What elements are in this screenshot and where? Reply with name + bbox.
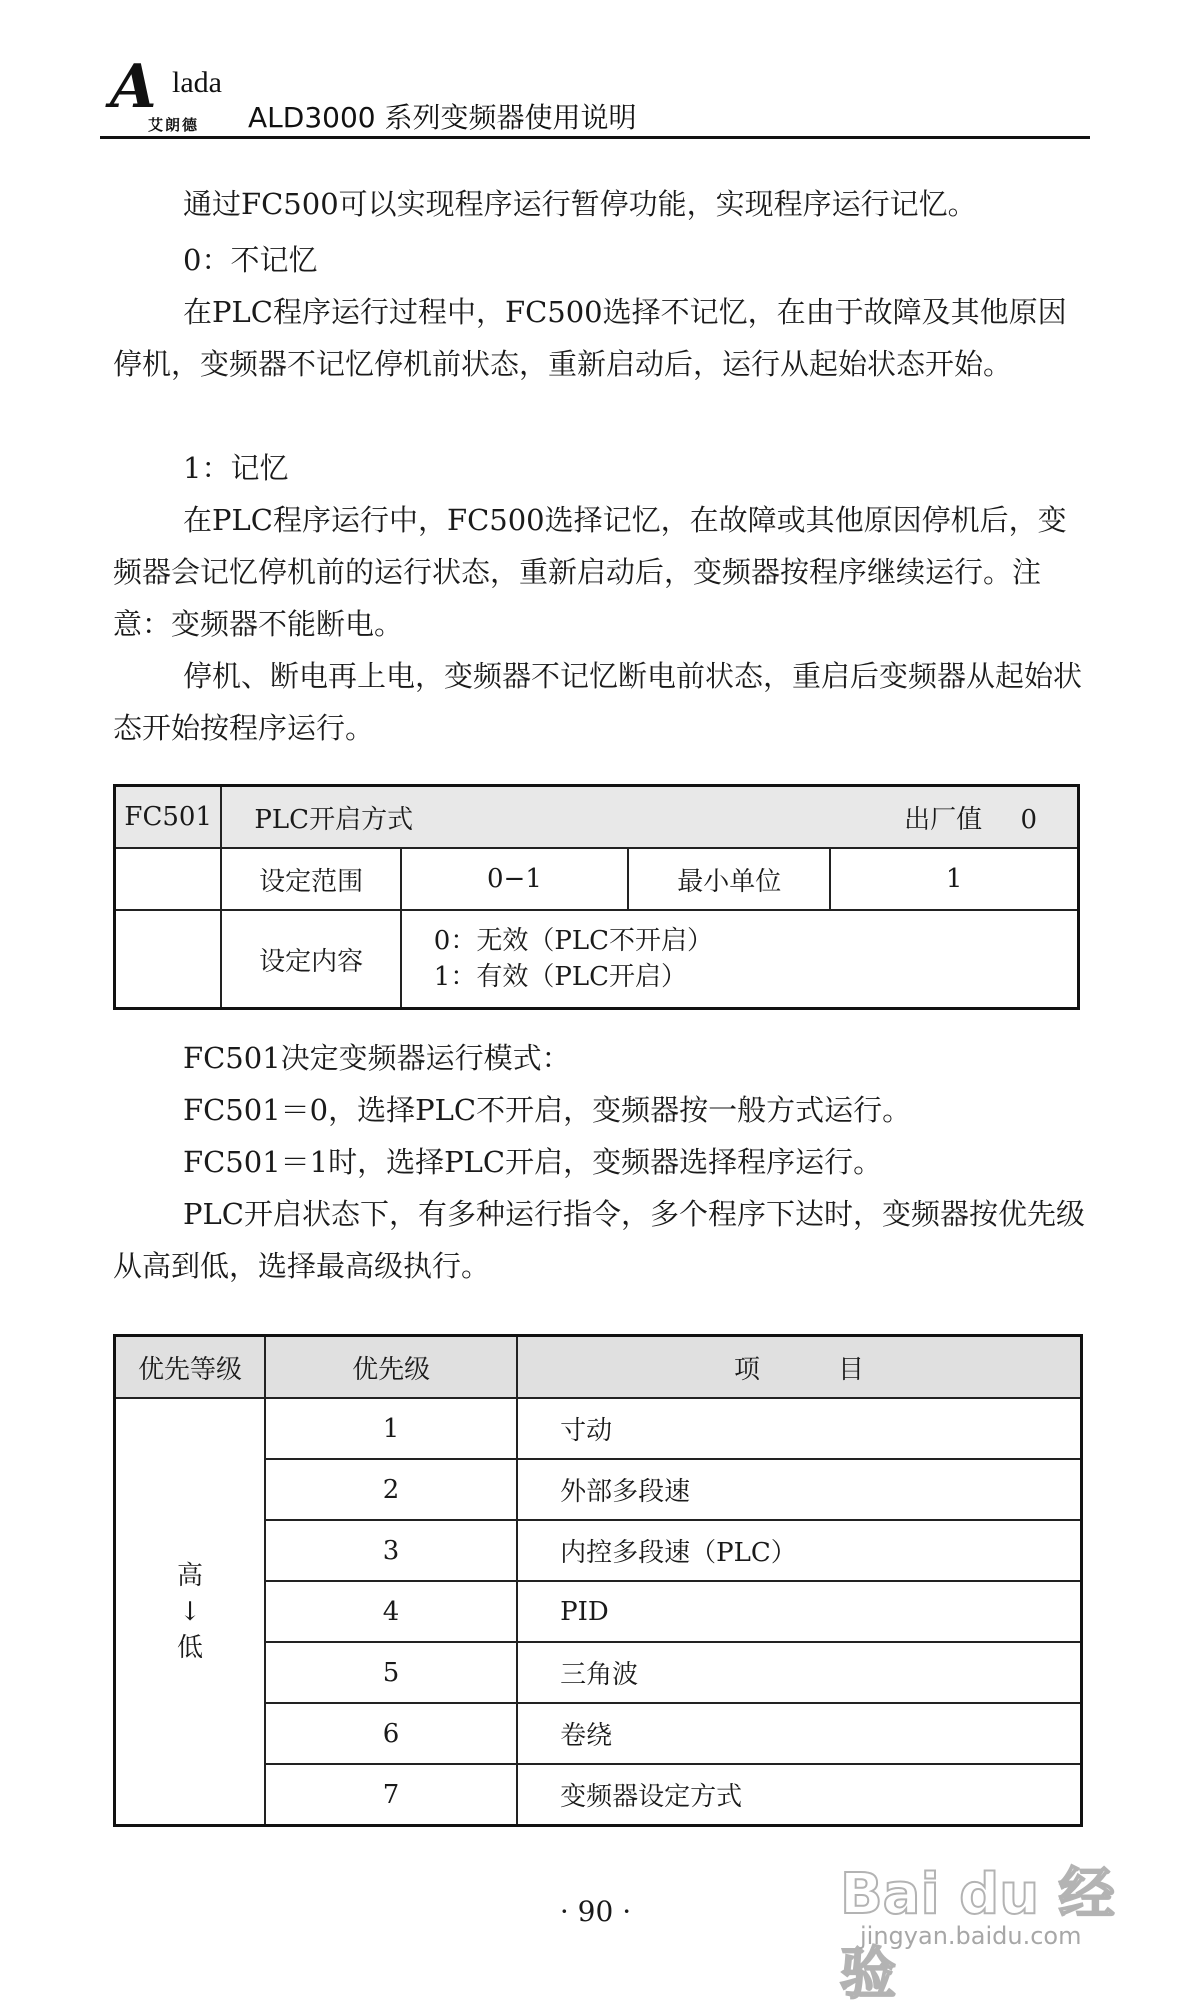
level-low: 低: [177, 1632, 204, 1663]
watermark-brand: Bai du 经验: [840, 1862, 1115, 2007]
level-high: 高: [177, 1560, 204, 1591]
paragraph-fc501-0: FC501＝0，选择PLC不开启，变频器按一般方式运行。: [183, 1093, 912, 1127]
logo-chinese: 艾朗德: [148, 116, 200, 134]
param-name: PLC开启方式: [254, 804, 414, 835]
param-name-cell: [221, 786, 1078, 849]
priority-table: [113, 1334, 1083, 1827]
parameter-table: [113, 784, 1080, 1010]
paragraph-power-note: 停机、断电再上电，变频器不记忆断电前状态，重启后变频器从起始状态开始按程序运行。: [113, 659, 1083, 745]
header-item: 项 目: [517, 1336, 1081, 1399]
header-priority: 优先级: [265, 1336, 517, 1399]
unit-value: 1: [830, 848, 1078, 910]
paragraph-option-1-desc: 在PLC程序运行中，FC500选择记忆，在故障或其他原因停机后，变频器会记忆停机前的运行状态，重新启动后，变频器按程序继续运行。注意：变频器不能断电。: [113, 503, 1067, 641]
priority-item: 变频器设定方式: [517, 1764, 1081, 1826]
paragraph-priority-intro: PLC开启状态下，有多种运行指令，多个程序下达时，变频器按优先级从高到低，选择最高级执行。: [113, 1197, 1085, 1283]
ailande-logo: [100, 52, 250, 138]
range-value: 0−1: [401, 848, 628, 910]
priority-rank: 3: [265, 1520, 517, 1581]
content-line-1: 1：有效（PLC开启）: [433, 962, 687, 992]
content-label: 设定内容: [221, 910, 400, 1009]
priority-item: PID: [517, 1581, 1081, 1642]
range-label: 设定范围: [221, 848, 400, 910]
param-content-row: [115, 910, 1079, 1009]
priority-rank: 2: [265, 1459, 517, 1520]
table-row: [115, 1398, 1082, 1459]
header-divider: [100, 136, 1090, 139]
paragraph-option-1: 1：记忆: [183, 451, 289, 485]
paragraph-intro: 通过FC500可以实现程序运行暂停功能，实现程序运行记忆。: [183, 187, 977, 221]
logo-script: A: [110, 52, 157, 122]
content-line-0: 0：无效（PLC不开启）: [433, 926, 713, 956]
paragraph-fc501-1: FC501＝1时，选择PLC开启，变频器选择程序运行。: [183, 1145, 883, 1179]
down-arrow-icon: ↓: [179, 1596, 201, 1627]
priority-level-cell: [115, 1398, 266, 1826]
paragraph-fc501-desc: FC501决定变频器运行模式：: [183, 1041, 571, 1075]
priority-rank: 4: [265, 1581, 517, 1642]
priority-item: 卷绕: [517, 1703, 1081, 1764]
param-header-row: [115, 786, 1079, 849]
unit-label: 最小单位: [628, 848, 830, 910]
paragraph-option-0-desc: 在PLC程序运行过程中，FC500选择不记忆，在由于故障及其他原因停机，变频器不记忆停机前状态，重新启动后，运行从起始状态开始。: [113, 295, 1067, 381]
param-range-row: [115, 848, 1079, 910]
paragraph-option-0: 0：不记忆: [183, 243, 318, 277]
page-header: [100, 52, 1090, 138]
priority-item: 寸动: [517, 1398, 1081, 1459]
empty-cell: [115, 910, 222, 1009]
priority-rank: 1: [265, 1398, 517, 1459]
priority-item: 三角波: [517, 1642, 1081, 1703]
manual-title: ALD3000 系列变频器使用说明: [248, 101, 637, 134]
priority-rank: 5: [265, 1642, 517, 1703]
empty-cell: [115, 848, 222, 910]
priority-item: 内控多段速（PLC）: [517, 1520, 1081, 1581]
baidu-watermark: [840, 1850, 1160, 2007]
param-default: [904, 799, 1037, 836]
priority-rank: 6: [265, 1703, 517, 1764]
param-default-value: 0: [1020, 804, 1037, 835]
logo-word: lada: [172, 66, 222, 99]
priority-rank: 7: [265, 1764, 517, 1826]
page-number: · 90 ·: [559, 1895, 632, 1928]
priority-header-row: [115, 1336, 1082, 1399]
content-values: [401, 910, 1079, 1009]
header-priority-level: 优先等级: [115, 1336, 266, 1399]
param-default-label: 出厂值: [904, 804, 983, 835]
priority-item: 外部多段速: [517, 1459, 1081, 1520]
watermark-url: jingyan.baidu.com: [860, 1922, 1082, 1950]
param-code: FC501: [115, 786, 222, 849]
